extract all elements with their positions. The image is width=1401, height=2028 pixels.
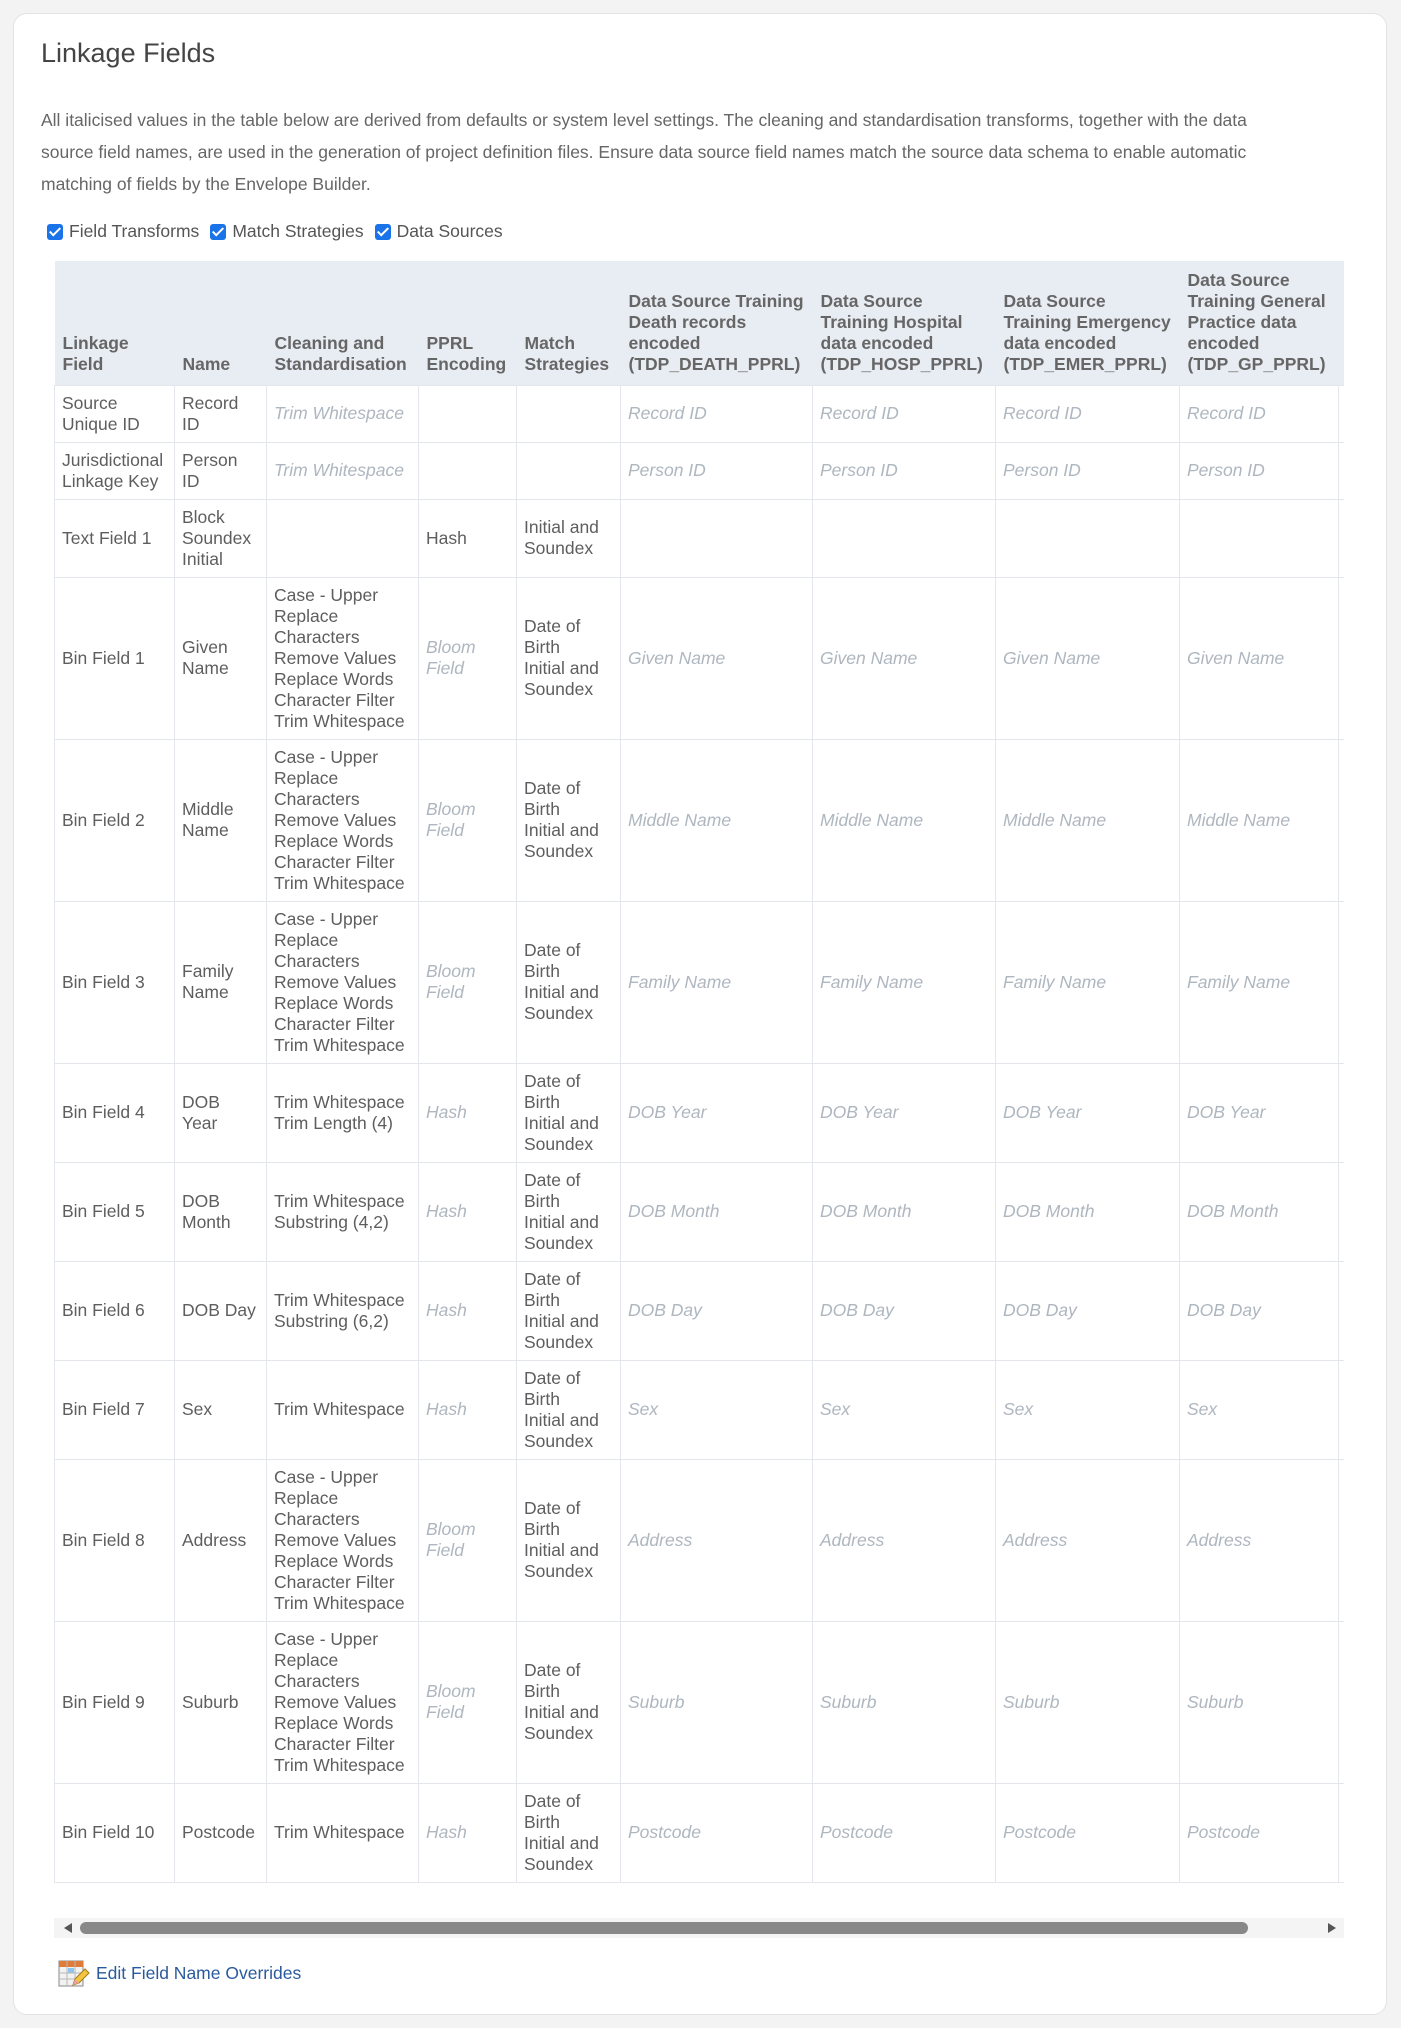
toggle-field-transforms[interactable] <box>47 221 199 242</box>
cleaning-cell-line: Trim Whitespace <box>274 403 404 423</box>
name-cell: Postcode <box>175 1783 267 1882</box>
cleaning-cell-line: Replace Characters <box>274 605 360 647</box>
encoding-cell: Hash <box>419 1162 517 1261</box>
toggle-label: Match Strategies <box>232 221 364 241</box>
data-source-cell: DOB Day <box>621 1261 813 1360</box>
overflow-cell <box>1339 1162 1345 1261</box>
data-source-cell: Record ID <box>1180 385 1339 442</box>
strategies-cell-line: Date of Birth <box>524 1268 581 1310</box>
strategies-cell-line: Date of Birth <box>524 616 581 657</box>
cleaning-cell-line: Trim Whitespace <box>274 1034 405 1055</box>
strategies-cell-line: Date of Birth <box>524 1367 581 1409</box>
edit-field-name-overrides-link[interactable] <box>57 1957 301 1990</box>
cleaning-cell-line: Case - Upper <box>274 1628 379 1649</box>
cleaning-cell-line: Case - Upper <box>274 1466 379 1487</box>
cleaning-cell-line: Remove Values <box>274 1529 397 1550</box>
overflow-cell <box>1339 1261 1345 1360</box>
cleaning-cell-line: Trim Whitespace <box>274 872 405 893</box>
data-source-cell: Record ID <box>621 385 813 442</box>
name-cell: Given Name <box>175 577 267 739</box>
strategies-cell <box>517 1063 621 1162</box>
linkage-field-cell: Bin Field 2 <box>55 739 175 901</box>
data-source-cell: Record ID <box>996 385 1180 442</box>
data-source-cell: DOB Year <box>621 1063 813 1162</box>
name-cell: Person ID <box>175 442 267 499</box>
data-source-cell: Given Name <box>813 577 996 739</box>
data-source-cell <box>996 499 1180 577</box>
data-source-cell: Family Name <box>1180 901 1339 1063</box>
cleaning-cell-line: Trim Whitespace <box>274 1289 405 1310</box>
strategies-cell-line: Date of Birth <box>524 940 581 981</box>
cleaning-cell <box>267 1360 419 1459</box>
data-source-cell: Postcode <box>621 1783 813 1882</box>
name-cell: DOB Day <box>175 1261 267 1360</box>
header-linkage-field: Linkage Field <box>55 261 175 385</box>
data-sources-checkbox[interactable] <box>375 224 391 240</box>
header-source-death: Data Source Training Death records encoded (TDP_DEATH_PPRL) <box>621 261 813 385</box>
strategies-cell <box>517 1261 621 1360</box>
page-description: All italicised values in the table below are derived from defaults or system level settings. The cleaning and standardisation transforms, together with the data source field names, are used in the generation of project definition files. Ensure data source field names match the source data schema to enable automatic matching of fields by the Envelope Builder. <box>41 110 1247 194</box>
data-source-cell: Person ID <box>813 442 996 499</box>
data-source-cell: Person ID <box>621 442 813 499</box>
data-source-cell: Postcode <box>996 1783 1180 1882</box>
strategies-cell-line: Initial and Soundex <box>524 1310 599 1352</box>
strategies-cell-line: Initial and Soundex <box>524 517 599 558</box>
cleaning-cell-line: Trim Whitespace <box>274 1592 405 1613</box>
cleaning-cell-line: Substring (6,2) <box>274 1310 389 1331</box>
header-match-strategies: Match Strategies <box>517 261 621 385</box>
toggle-label: Field Transforms <box>69 221 200 241</box>
overflow-cell <box>1339 1063 1345 1162</box>
cleaning-cell-line: Character Filter <box>274 1013 395 1034</box>
cleaning-cell <box>267 1459 419 1621</box>
header-overflow <box>1339 261 1345 385</box>
data-source-cell: Given Name <box>1180 577 1339 739</box>
cleaning-cell <box>267 1063 419 1162</box>
data-source-cell: DOB Year <box>1180 1063 1339 1162</box>
data-source-cell: Middle Name <box>1180 739 1339 901</box>
strategies-cell-line: Initial and Soundex <box>524 1409 599 1451</box>
data-source-cell: Family Name <box>813 901 996 1063</box>
linkage-field-cell: Bin Field 6 <box>55 1261 175 1360</box>
strategies-cell <box>517 577 621 739</box>
data-source-cell: Sex <box>813 1360 996 1459</box>
strategies-cell-line: Initial and Soundex <box>524 1702 599 1743</box>
name-cell: DOB Year <box>175 1063 267 1162</box>
strategies-cell <box>517 385 621 442</box>
table-header-row <box>55 261 1345 385</box>
strategies-cell-line: Date of Birth <box>524 1790 581 1832</box>
data-source-cell: DOB Day <box>1180 1261 1339 1360</box>
cleaning-cell-line: Character Filter <box>274 851 395 872</box>
cleaning-cell <box>267 577 419 739</box>
table-row <box>55 739 1345 901</box>
encoding-cell: Bloom Field <box>419 577 517 739</box>
overflow-cell <box>1339 901 1345 1063</box>
overflow-cell <box>1339 1459 1345 1621</box>
cleaning-cell <box>267 385 419 442</box>
overflow-cell <box>1339 1783 1345 1882</box>
cleaning-cell-line: Remove Values <box>274 809 397 830</box>
linkage-field-cell: Bin Field 5 <box>55 1162 175 1261</box>
encoding-cell: Bloom Field <box>419 1621 517 1783</box>
data-source-cell: DOB Year <box>813 1063 996 1162</box>
cleaning-cell-line: Replace Characters <box>274 1649 360 1691</box>
field-transforms-checkbox[interactable] <box>47 224 63 240</box>
encoding-cell: Hash <box>419 499 517 577</box>
strategies-cell-line: Initial and Soundex <box>524 658 599 699</box>
cleaning-cell-line: Trim Whitespace <box>274 710 405 731</box>
name-cell: Middle Name <box>175 739 267 901</box>
cleaning-cell-line: Remove Values <box>274 647 397 668</box>
data-source-cell: Middle Name <box>996 739 1180 901</box>
linkage-field-cell: Bin Field 7 <box>55 1360 175 1459</box>
linkage-fields-table <box>54 261 1344 1883</box>
data-source-cell <box>621 499 813 577</box>
name-cell: DOB Month <box>175 1162 267 1261</box>
strategies-cell-line: Date of Birth <box>524 1169 581 1211</box>
cleaning-cell <box>267 1783 419 1882</box>
data-source-cell: DOB Year <box>996 1063 1180 1162</box>
linkage-field-cell: Source Unique ID <box>55 385 175 442</box>
encoding-cell: Bloom Field <box>419 901 517 1063</box>
linkage-field-cell: Bin Field 10 <box>55 1783 175 1882</box>
strategies-cell <box>517 739 621 901</box>
data-source-cell: Address <box>813 1459 996 1621</box>
cleaning-cell-line: Replace Words <box>274 1550 394 1571</box>
data-source-cell: Address <box>1180 1459 1339 1621</box>
strategies-cell <box>517 442 621 499</box>
linkage-field-cell: Text Field 1 <box>55 499 175 577</box>
strategies-cell <box>517 499 621 577</box>
data-source-cell: Postcode <box>813 1783 996 1882</box>
data-source-cell: Given Name <box>621 577 813 739</box>
header-name: Name <box>175 261 267 385</box>
encoding-cell <box>419 385 517 442</box>
cleaning-cell-line: Case - Upper <box>274 584 379 605</box>
cleaning-cell-line: Trim Whitespace <box>274 1399 405 1419</box>
name-cell: Record ID <box>175 385 267 442</box>
encoding-cell: Bloom Field <box>419 1459 517 1621</box>
cleaning-cell-line: Replace Words <box>274 1712 394 1733</box>
linkage-field-cell: Bin Field 8 <box>55 1459 175 1621</box>
strategies-cell <box>517 901 621 1063</box>
encoding-cell <box>419 442 517 499</box>
strategies-cell-line: Date of Birth <box>524 1498 581 1539</box>
header-cleaning: Cleaning and Standardisation <box>267 261 419 385</box>
data-source-cell: Given Name <box>996 577 1180 739</box>
cleaning-cell <box>267 1261 419 1360</box>
name-cell: Sex <box>175 1360 267 1459</box>
data-source-cell: Record ID <box>813 385 996 442</box>
data-source-cell: Address <box>621 1459 813 1621</box>
overflow-cell <box>1339 1360 1345 1459</box>
header-source-hospital: Data Source Training Hospital data encoded (TDP_HOSP_PPRL) <box>813 261 996 385</box>
data-source-cell: Suburb <box>996 1621 1180 1783</box>
strategies-cell <box>517 1783 621 1882</box>
cleaning-cell-line: Character Filter <box>274 1733 395 1754</box>
table-row <box>55 385 1345 442</box>
data-source-cell: Suburb <box>1180 1621 1339 1783</box>
cleaning-cell-line: Replace Words <box>274 830 394 851</box>
header-pprl-encoding: PPRL Encoding <box>419 261 517 385</box>
encoding-cell: Hash <box>419 1063 517 1162</box>
linkage-field-cell: Jurisdictional Linkage Key <box>55 442 175 499</box>
name-cell: Family Name <box>175 901 267 1063</box>
edit-link-label: Edit Field Name Overrides <box>96 1963 302 1983</box>
strategies-cell <box>517 1162 621 1261</box>
data-source-cell: DOB Month <box>1180 1162 1339 1261</box>
cleaning-cell <box>267 1162 419 1261</box>
cleaning-cell-line: Case - Upper <box>274 746 379 767</box>
strategies-cell-line: Initial and Soundex <box>524 820 599 861</box>
data-source-cell: DOB Month <box>996 1162 1180 1261</box>
strategies-cell-line: Initial and Soundex <box>524 982 599 1023</box>
overflow-cell <box>1339 739 1345 901</box>
cleaning-cell-line: Replace Characters <box>274 767 360 809</box>
cleaning-cell-line: Trim Whitespace <box>274 1754 405 1775</box>
data-source-cell <box>1180 499 1339 577</box>
data-source-cell: Address <box>996 1459 1180 1621</box>
data-source-cell: Sex <box>621 1360 813 1459</box>
table-row <box>55 1621 1345 1783</box>
strategies-cell-line: Date of Birth <box>524 778 581 819</box>
table-row <box>55 442 1345 499</box>
data-source-cell: Postcode <box>1180 1783 1339 1882</box>
linkage-field-cell: Bin Field 1 <box>55 577 175 739</box>
toggle-match-strategies[interactable] <box>210 221 363 242</box>
cleaning-cell-line: Case - Upper <box>274 908 379 929</box>
linkage-field-cell: Bin Field 4 <box>55 1063 175 1162</box>
data-source-cell: Suburb <box>621 1621 813 1783</box>
strategies-cell <box>517 1459 621 1621</box>
edit-table-icon <box>57 1957 90 1990</box>
cleaning-cell-line: Substring (4,2) <box>274 1211 389 1232</box>
data-source-cell: Sex <box>1180 1360 1339 1459</box>
cleaning-cell-line: Trim Whitespace <box>274 1822 405 1842</box>
table-row <box>55 1063 1345 1162</box>
column-toggles <box>47 221 514 242</box>
overflow-cell <box>1339 385 1345 442</box>
data-source-cell: Family Name <box>996 901 1180 1063</box>
strategies-cell-line: Date of Birth <box>524 1070 581 1112</box>
encoding-cell: Hash <box>419 1360 517 1459</box>
cleaning-cell-line: Replace Words <box>274 668 394 689</box>
cleaning-cell-line: Character Filter <box>274 1571 395 1592</box>
strategies-cell-line: Initial and Soundex <box>524 1832 599 1874</box>
data-source-cell: DOB Day <box>813 1261 996 1360</box>
overflow-cell <box>1339 577 1345 739</box>
header-source-emergency: Data Source Training Emergency data encoded (TDP_EMER_PPRL) <box>996 261 1180 385</box>
cleaning-cell-line: Trim Whitespace <box>274 460 404 480</box>
table-row <box>55 1459 1345 1621</box>
table-row <box>55 499 1345 577</box>
table-row <box>55 1360 1345 1459</box>
table-row <box>55 1783 1345 1882</box>
cleaning-cell-line: Trim Length (4) <box>274 1112 393 1133</box>
data-source-cell: Middle Name <box>621 739 813 901</box>
linkage-field-cell: Bin Field 9 <box>55 1621 175 1783</box>
scroll-left-arrow-icon[interactable] <box>64 1923 72 1933</box>
header-source-gp: Data Source Training General Practice data encoded (TDP_GP_PPRL) <box>1180 261 1339 385</box>
name-cell: Suburb <box>175 1621 267 1783</box>
strategies-cell-line: Initial and Soundex <box>524 1211 599 1253</box>
table-row <box>55 577 1345 739</box>
table-row <box>55 1261 1345 1360</box>
strategies-cell <box>517 1621 621 1783</box>
cleaning-cell-line: Replace Characters <box>274 929 360 971</box>
data-source-cell: DOB Month <box>813 1162 996 1261</box>
data-source-cell: Suburb <box>813 1621 996 1783</box>
table-row <box>55 1162 1345 1261</box>
table-scroll-container[interactable] <box>54 261 1344 1916</box>
cleaning-cell-line: Replace Words <box>274 992 394 1013</box>
data-source-cell: DOB Month <box>621 1162 813 1261</box>
match-strategies-checkbox[interactable] <box>210 224 226 240</box>
overflow-cell <box>1339 499 1345 577</box>
cleaning-cell-line: Remove Values <box>274 971 397 992</box>
name-cell: Block Soundex Initial <box>175 499 267 577</box>
cleaning-cell <box>267 739 419 901</box>
cleaning-cell-line: Remove Values <box>274 1691 397 1712</box>
scroll-right-arrow-icon[interactable] <box>1328 1923 1336 1933</box>
scrollbar-thumb[interactable] <box>80 1922 1248 1934</box>
encoding-cell: Bloom Field <box>419 739 517 901</box>
data-source-cell: DOB Day <box>996 1261 1180 1360</box>
strategies-cell-line: Initial and Soundex <box>524 1112 599 1154</box>
horizontal-scrollbar[interactable] <box>54 1918 1344 1938</box>
overflow-cell <box>1339 442 1345 499</box>
data-source-cell: Family Name <box>621 901 813 1063</box>
name-cell: Address <box>175 1459 267 1621</box>
data-source-cell <box>813 499 996 577</box>
cleaning-cell-line: Trim Whitespace <box>274 1190 405 1211</box>
strategies-cell-line: Initial and Soundex <box>524 1540 599 1581</box>
cleaning-cell-line: Replace Characters <box>274 1487 360 1529</box>
cleaning-cell <box>267 442 419 499</box>
table-row <box>55 901 1345 1063</box>
cleaning-cell-line: Trim Whitespace <box>274 1091 405 1112</box>
page-title: Linkage Fields <box>41 38 216 68</box>
data-source-cell: Sex <box>996 1360 1180 1459</box>
overflow-cell <box>1339 1621 1345 1783</box>
cleaning-cell <box>267 1621 419 1783</box>
encoding-cell: Hash <box>419 1783 517 1882</box>
strategies-cell <box>517 1360 621 1459</box>
strategies-cell-line: Date of Birth <box>524 1660 581 1701</box>
encoding-cell: Hash <box>419 1261 517 1360</box>
toggle-data-sources[interactable] <box>375 221 503 242</box>
cleaning-cell <box>267 499 419 577</box>
linkage-field-cell: Bin Field 3 <box>55 901 175 1063</box>
data-source-cell: Middle Name <box>813 739 996 901</box>
cleaning-cell-line: Character Filter <box>274 689 395 710</box>
data-source-cell: Person ID <box>1180 442 1339 499</box>
data-source-cell: Person ID <box>996 442 1180 499</box>
cleaning-cell <box>267 901 419 1063</box>
toggle-label: Data Sources <box>396 221 503 241</box>
